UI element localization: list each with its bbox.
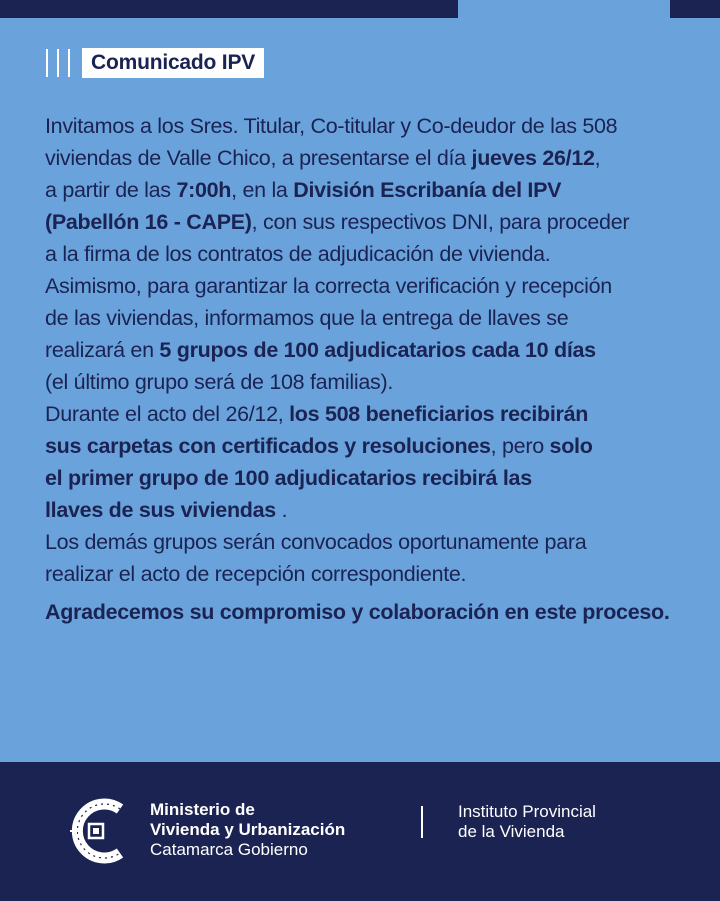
text: a partir de las	[45, 178, 177, 202]
text: Invitamos a los Sres. Titular, Co-titular y Co-deudor de las 508	[45, 114, 618, 138]
text: realizar el acto de recepción correspondiente.	[45, 562, 467, 586]
text: , en la	[231, 178, 294, 202]
body-line	[45, 238, 695, 270]
text: , pero	[490, 434, 550, 458]
groups-highlight: 5 grupos de 100 adjudicatarios cada 10 días	[159, 338, 596, 362]
body-line	[45, 206, 695, 238]
location-highlight: (Pabellón 16 - CAPE)	[45, 210, 252, 234]
keys-highlight: el primer grupo de 100 adjudicatarios recibirá las	[45, 466, 532, 490]
keys-highlight: solo	[549, 434, 593, 458]
ministry-line: Ministerio de	[150, 800, 255, 819]
text: ,	[594, 146, 601, 170]
top-accent-bar-right	[670, 0, 720, 18]
date-highlight: jueves 26/12	[471, 146, 595, 170]
body-line	[45, 142, 695, 174]
catamarca-c-logo-icon	[62, 793, 138, 869]
institute-line: Instituto Provincial	[458, 802, 596, 821]
text: viviendas de Valle Chico, a presentarse el día	[45, 146, 472, 170]
text: Los demás grupos serán convocados oportunamente para	[45, 530, 587, 554]
text: (el último grupo será de 108 familias).	[45, 370, 393, 394]
text: realizará en	[45, 338, 160, 362]
body-line	[45, 366, 695, 398]
body-line	[45, 596, 695, 628]
closing-thanks: Agradecemos su compromiso y colaboración en este proceso.	[45, 600, 670, 624]
text: Asimismo, para garantizar la correcta verificación y recepción	[45, 274, 612, 298]
bar	[57, 49, 59, 77]
body-line	[45, 494, 695, 526]
body-line	[45, 270, 695, 302]
footer-divider	[421, 806, 423, 838]
body-line	[45, 302, 695, 334]
government-line: Catamarca Gobierno	[150, 840, 308, 859]
institute-line: de la Vivienda	[458, 822, 565, 841]
ministry-line: Vivienda y Urbanización	[150, 820, 346, 839]
beneficiaries-highlight: los 508 beneficiarios recibirán	[289, 402, 589, 426]
body-line	[45, 398, 695, 430]
bar	[68, 49, 70, 77]
header	[46, 48, 264, 78]
keys-highlight: llaves de sus viviendas	[45, 498, 276, 522]
text: .	[275, 498, 288, 522]
text: Durante el acto del 26/12,	[45, 402, 290, 426]
top-accent-bar-left	[0, 0, 458, 18]
location-highlight: División Escribanía del IPV	[293, 178, 562, 202]
body-line	[45, 462, 695, 494]
ministry-name	[150, 800, 345, 860]
text: de las viviendas, informamos que la entrega de llaves se	[45, 306, 569, 330]
footer	[0, 762, 720, 901]
body-line	[45, 110, 695, 142]
body-line	[45, 558, 695, 590]
body-line	[45, 174, 695, 206]
body-line	[45, 334, 695, 366]
announcement-body	[45, 110, 695, 628]
time-highlight: 7:00h	[176, 178, 232, 202]
bar	[46, 49, 48, 77]
text: , con sus respectivos DNI, para proceder	[251, 210, 630, 234]
communique-badge: Comunicado IPV	[82, 48, 264, 78]
text: a la firma de los contratos de adjudicación de vivienda.	[45, 242, 551, 266]
institute-name	[458, 802, 596, 842]
decorative-bars	[46, 49, 70, 77]
body-line	[45, 526, 695, 558]
documents-highlight: sus carpetas con certificados y resoluciones	[45, 434, 491, 458]
body-line	[45, 430, 695, 462]
